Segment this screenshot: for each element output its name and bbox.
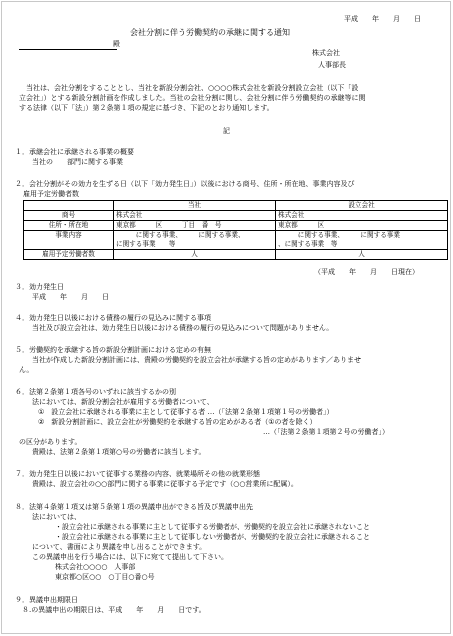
- page-title: 会社分割に伴う労働契約の承継に関する通知: [130, 28, 290, 37]
- addressee-line: [19, 40, 120, 50]
- section-5-body: 当社が作成した新設分割計画には、貴殿の労働契約を設立会社が承継する旨の定めがあります／ありませ: [32, 356, 361, 364]
- section-6-heading: ６．法第２条第１項各号のいずれに該当するかの別: [15, 388, 176, 396]
- section-6-line: 貴殿は、法第２条第１項第○号の労働者に該当します。: [32, 448, 206, 456]
- table-corner-cell: [24, 201, 114, 211]
- section-8-line: について、書面により異議を申し出ることができます。: [32, 543, 207, 551]
- row-label: 商号: [24, 211, 114, 221]
- sender-company: 株式会社: [312, 49, 340, 57]
- section-2-heading: ２．会社分割がその効力を生ずる日（以下「効力発生日」）以後における商号、住所・所在地、事業内容及び: [15, 180, 355, 188]
- section-5-heading: ５．労働契約を承継する旨の新設分割計画における定めの有無: [15, 346, 211, 354]
- section-9-heading: ９．異議申出期限日: [15, 596, 78, 604]
- section-6-line: …（「法第２条第１項第２号の労働者」）: [263, 428, 389, 436]
- intro-paragraph: [19, 83, 440, 113]
- ki-heading: 記: [223, 127, 230, 135]
- table-note: （平成 年 月 日現在）: [314, 268, 419, 276]
- cell-current: 東京都 区 丁目 番 号: [114, 221, 276, 231]
- row-label: 事業内容: [24, 231, 114, 250]
- section-5-body-cont: ん。: [19, 366, 34, 374]
- cell-current: 人: [114, 250, 276, 260]
- section-8-line: ・設立会社に承継される事業に主として従事しない労働者が、労働契約を設立会社に承継されること: [55, 533, 370, 541]
- table-head-current: 当社: [114, 201, 276, 211]
- company-info-table: [23, 200, 448, 260]
- section-3-body: 平成 年 月 日: [32, 293, 109, 301]
- section-4-body: 当社及び設立会社は、効力発生日以後における債務の履行の見込みについて問題がありません。: [32, 324, 334, 332]
- table-row: [24, 211, 448, 221]
- section-6-line: の区分があります。: [19, 438, 82, 446]
- cell-current: [114, 231, 276, 250]
- notice-date: 平成 年 月 日: [344, 15, 421, 23]
- section-8-line: 法においては、: [32, 513, 81, 521]
- sender-department: 人事部長: [318, 61, 346, 69]
- section-9-body: ８.の異議申出の期限日は、平成 年 月 日です。: [22, 606, 206, 614]
- section-8-line: ・設立会社に承継される事業に主として従事する労働者が、労働契約を設立会社に承継されないこと: [55, 523, 370, 531]
- cell-current: 株式会社: [114, 211, 276, 221]
- table-row: [24, 250, 448, 260]
- intro-line: 当社は、会社分割をすることとし、当社を新設分割会社、○○○○株式会社を新設分割設立会社（以下「設: [19, 84, 359, 92]
- cell-new: 人: [276, 250, 448, 260]
- intro-line: 立会社」）とする新設分割計画を作成しました。当社の会社分割に関し、会社分割に伴う労働契約の承継等に関: [19, 94, 366, 102]
- table-row: [24, 231, 448, 250]
- cell-new: 株式会社: [276, 211, 448, 221]
- section-8-line: この異議申出を行う場合には、以下に宛てて提出して下さい。: [32, 553, 228, 561]
- cell-line: に関する事業、 に関する事業: [278, 231, 400, 239]
- cell-line: に関する事業、 に関する事業、: [116, 231, 245, 239]
- section-4-heading: ４．効力発生日以後における債務の履行の見込みに関する事項: [15, 314, 211, 322]
- cell-line: 、に関する事業 等: [278, 240, 338, 248]
- section-6-line: 法においては、新設分割会社が雇用する労働者について、: [32, 398, 214, 406]
- addressee-suffix: 殿: [113, 40, 120, 48]
- section-2-heading-cont: 雇用予定労働者数: [23, 190, 79, 198]
- section-6-line: ② 新設分割計画に、設立会社が労働契約を承継する旨の定めがある者（①の者を除く）: [38, 418, 317, 426]
- table-head-new: 設立会社: [276, 201, 448, 211]
- section-8-line: 株式会社○○○○ 人事部: [55, 563, 136, 571]
- cell-line: に関する事業 等: [116, 240, 176, 248]
- row-label: 住所・所在地: [24, 221, 114, 231]
- row-label: 雇用予定労働者数: [24, 250, 114, 260]
- intro-line: する法律（以下「法」）第２条第１項の規定に基づき、下記のとおり通知します。: [19, 104, 274, 112]
- section-3-heading: ３．効力発生日: [15, 283, 64, 291]
- table-header-row: [24, 201, 448, 211]
- section-1-body: 当社の 部門に関する事業: [32, 158, 123, 166]
- section-8-heading: ８．法第４条第１項又は第５条第１項の異議申出ができる旨及び異議申出先: [15, 503, 253, 511]
- section-6-line: ① 設立会社に承継される事業に主として従事する者 …（「法第２条第１項第１号の労働者」）: [38, 408, 334, 416]
- section-8-line: 東京都○区○○ ○丁目○番○号: [55, 573, 155, 581]
- cell-new: [276, 231, 448, 250]
- section-1-heading: １．承継会社に承継される事業の概要: [15, 148, 134, 156]
- section-7-heading: ７．効力発生日以後において従事する業務の内容、就業場所その他の就業形態: [15, 470, 260, 478]
- table-row: [24, 221, 448, 231]
- cell-new: 東京都 区: [276, 221, 448, 231]
- section-7-body: 貴殿は、設立会社の○○部門に関する事業に従事する予定です（○○営業所に配属）。: [32, 480, 298, 488]
